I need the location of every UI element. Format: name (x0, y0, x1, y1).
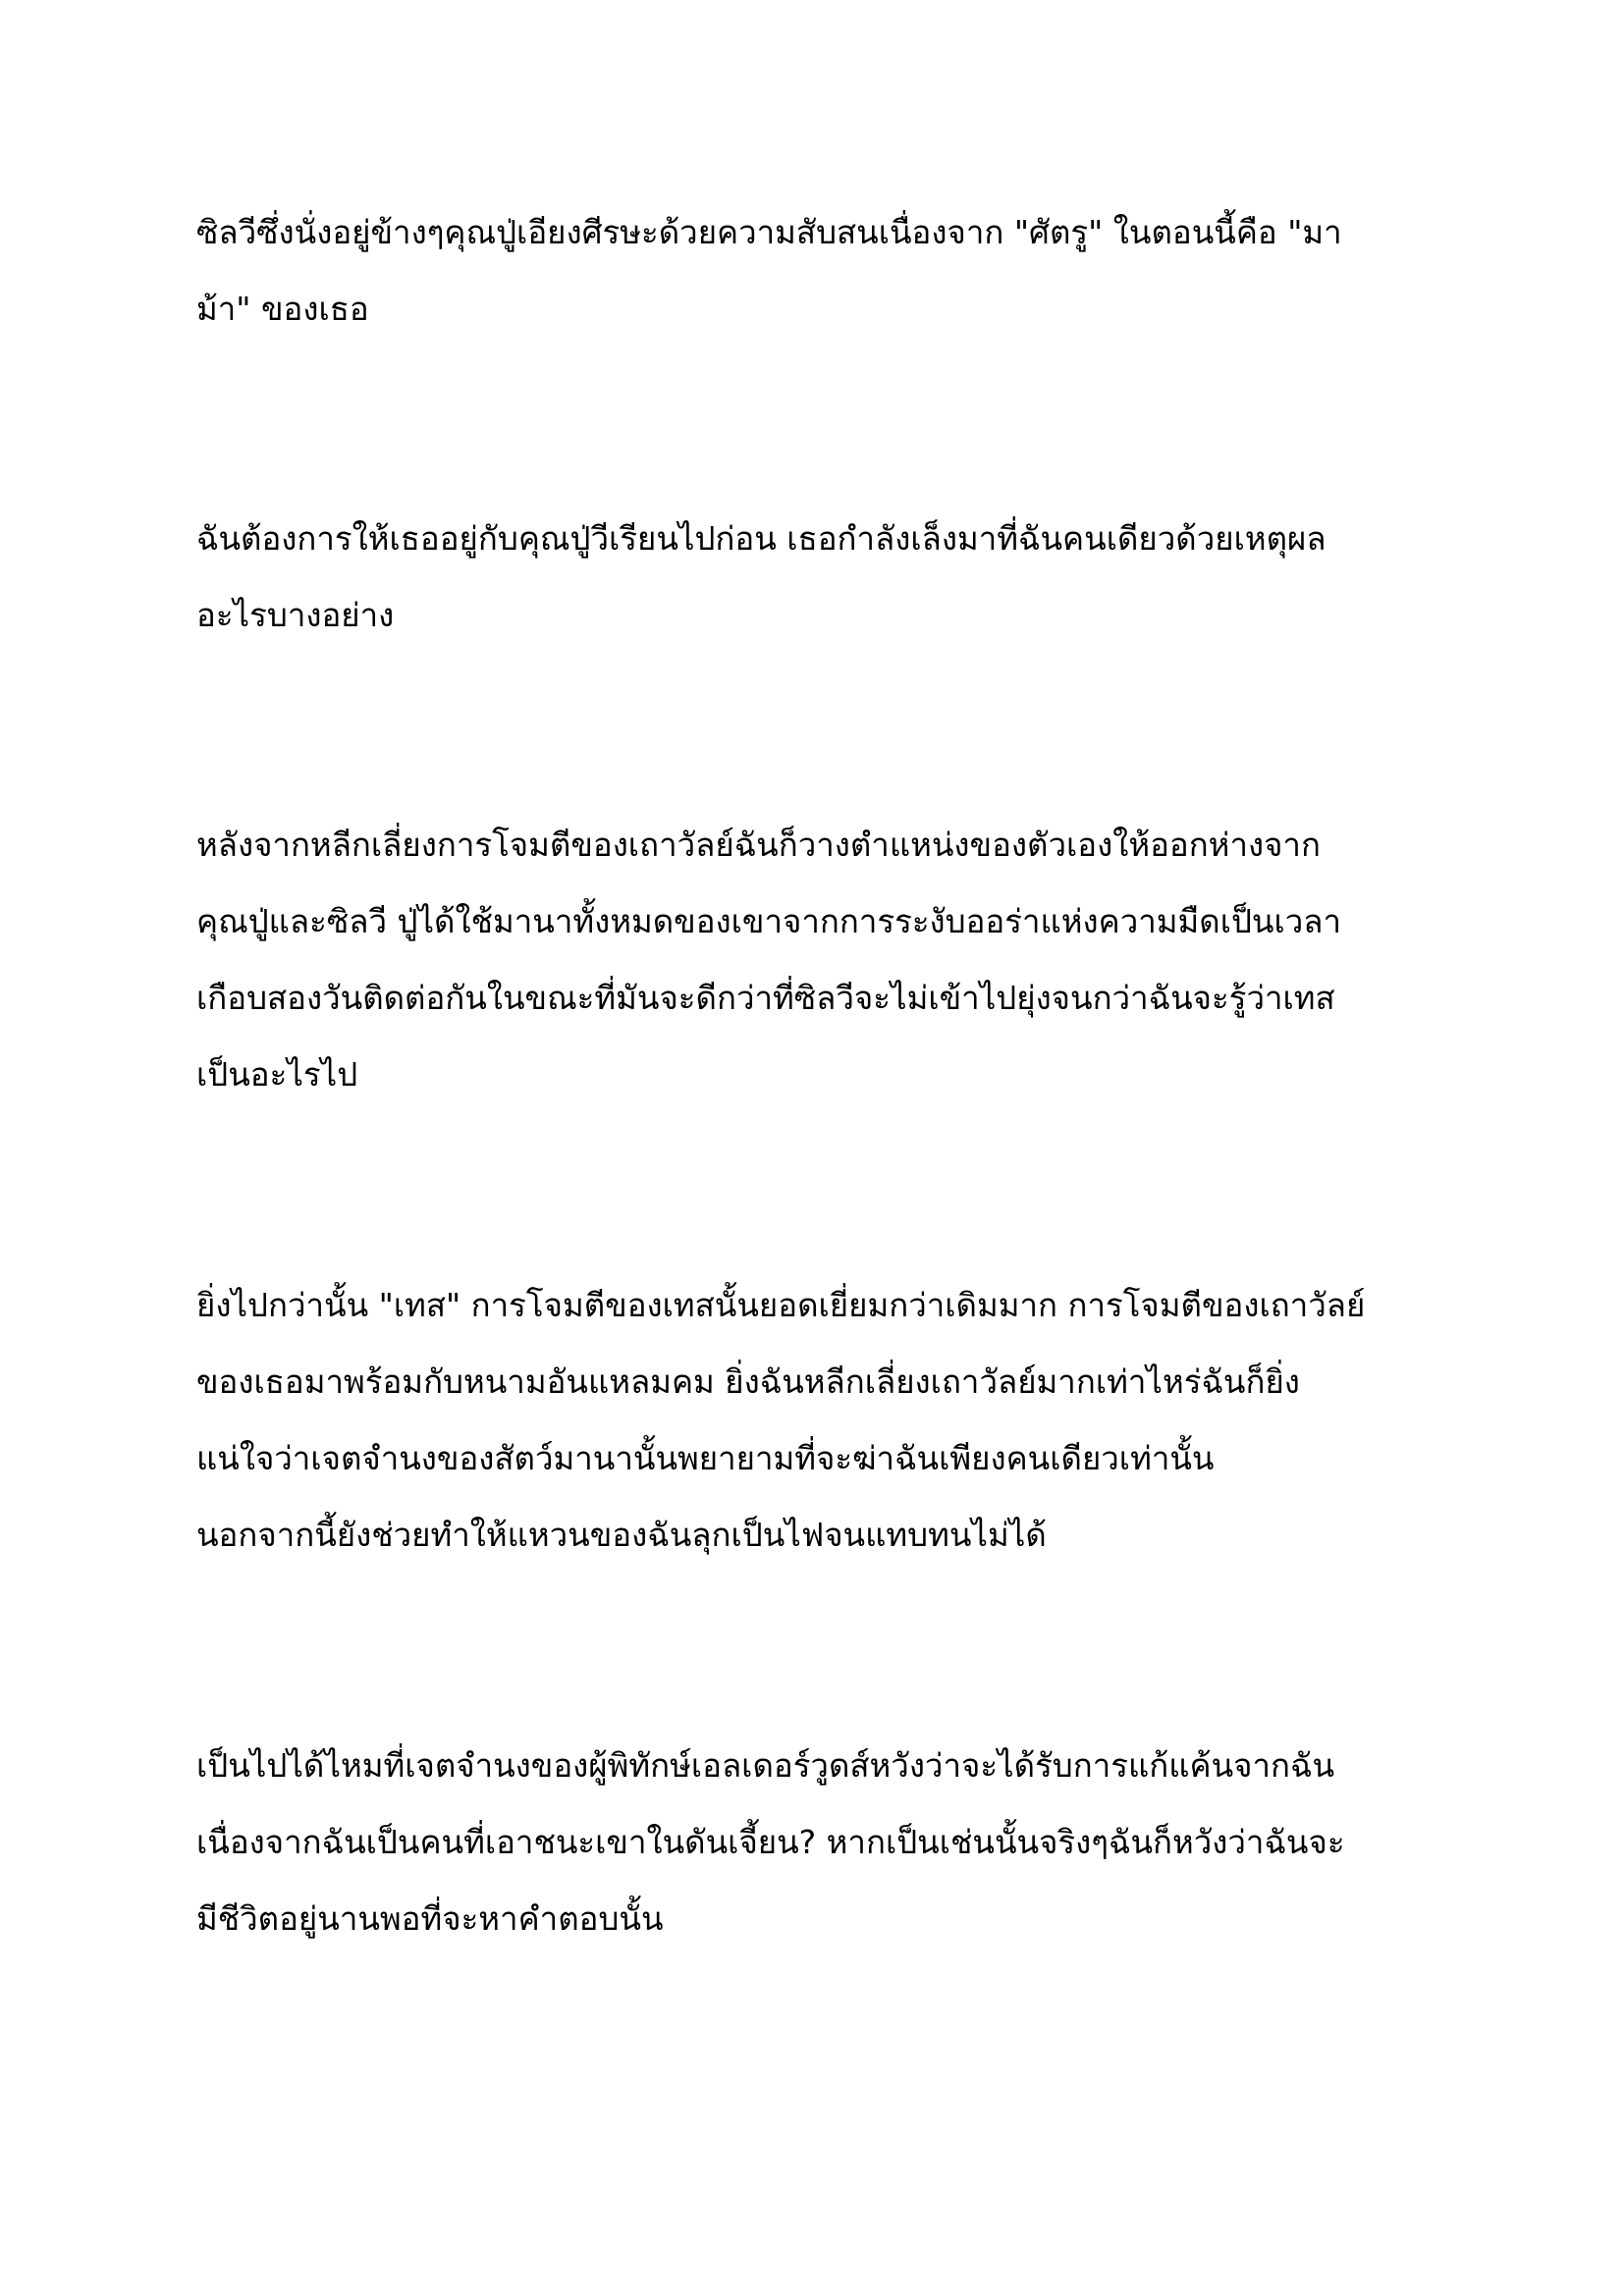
paragraph-2 (196, 501, 1453, 654)
paragraph-line: แน่ใจว่าเจตจำนงของสัตว์มานานั้นพยายามที่จะฆ่าฉันเพียงคนเดียวเท่านั้น (196, 1439, 1215, 1477)
paragraph-line: ฉันต้องการให้เธออยู่กับคุณปู่วีเรียนไปก่อน เธอกำลังเล็งมาที่ฉันคนเดียวด้วยเหตุผล (196, 519, 1326, 558)
paragraph-line: ม้า" ของเธอ (196, 290, 369, 328)
paragraph-line: มีชีวิตอยู่นานพอที่จะหาคำตอบนั้น (196, 1899, 664, 1938)
paragraph-line: เป็นอะไรไป (196, 1055, 358, 1094)
paragraph-line: ยิ่งไปกว่านั้น "เทส" การโจมตีของเทสนั้นยอดเยี่ยมกว่าเดิมมาก การโจมตีของเถาวัลย์ (196, 1286, 1366, 1324)
paragraph-5 (196, 1728, 1453, 1957)
paragraph-1 (196, 194, 1453, 347)
paragraph-line: เป็นไปได้ไหมที่เจตจำนงของผู้พิทักษ์เอลเดอร์วูดส์หวังว่าจะได้รับการแก้แค้นจากฉัน (196, 1746, 1335, 1785)
paragraph-line: คุณปู่และซิลวี ปู่ได้ใช้มานาทั้งหมดของเขาจากการระงับออร่าแห่งความมืดเป็นเวลา (196, 902, 1342, 940)
paragraph-line: นอกจากนี้ยังช่วยทำให้แหวนของฉันลุกเป็นไฟจนแทบทนไม่ได้ (196, 1516, 1047, 1554)
paragraph-line: หลังจากหลีกเลี่ยงการโจมตีของเถาวัลย์ฉันก็วางตำแหน่งของตัวเองให้ออกห่างจาก (196, 826, 1321, 864)
paragraph-4 (196, 1267, 1453, 1574)
paragraph-line: ซิลวีซึ่งนั่งอยู่ข้างๆคุณปู่เอียงศีรษะด้วยความสับสนเนื่องจาก "ศัตรู" ในตอนนี้คือ "มา (196, 213, 1342, 251)
paragraph-line: อะไรบางอย่าง (196, 596, 395, 634)
paragraph-line: เกือบสองวันติดต่อกันในขณะที่มันจะดีกว่าที่ซิลวีจะไม่เข้าไปยุ่งจนกว่าฉันจะรู้ว่าเทส (196, 979, 1335, 1017)
paragraph-line: ของเธอมาพร้อมกับหนามอันแหลมคม ยิ่งฉันหลีกเลี่ยงเถาวัลย์มากเท่าไหร่ฉันก็ยิ่ง (196, 1362, 1300, 1401)
paragraph-3 (196, 807, 1453, 1113)
paragraph-line: เนื่องจากฉันเป็นคนที่เอาชนะเขาในดันเจี้ยน? หากเป็นเช่นนั้นจริงๆฉันก็หวังว่าฉันจะ (196, 1823, 1345, 1861)
